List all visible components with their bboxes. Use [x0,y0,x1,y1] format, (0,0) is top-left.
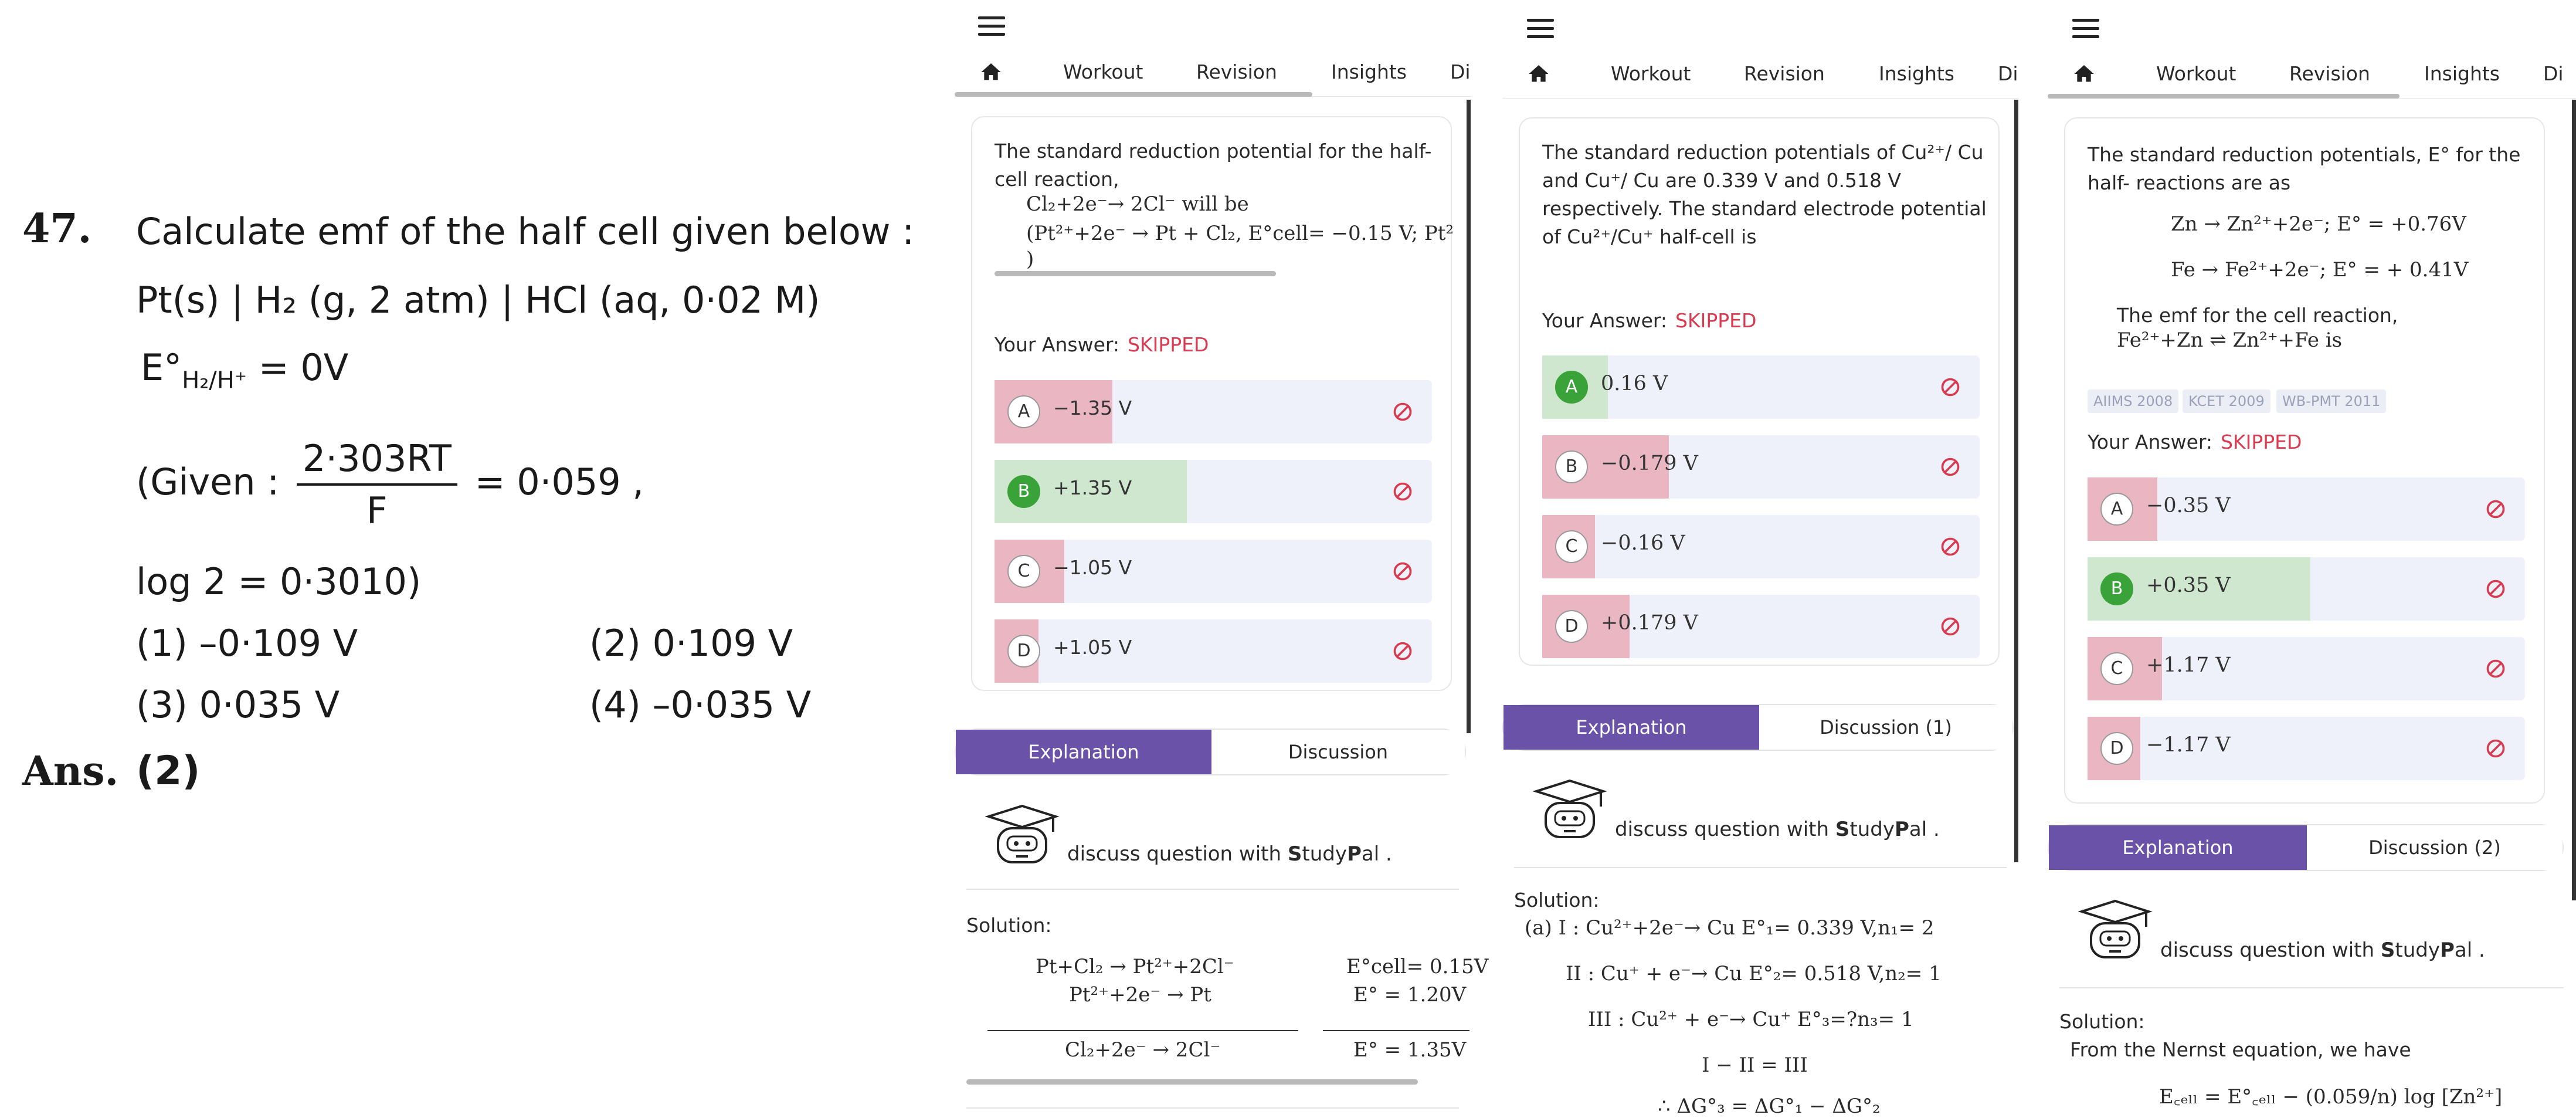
solution-label: Solution: [1514,889,1600,912]
answer-label: Ans. [22,748,119,795]
option-b[interactable] [2088,557,2525,621]
tab-discussion[interactable]: Discussion (2) [2307,825,2563,870]
option-3: (3) 0·035 V [136,683,340,726]
option-letter: D [1007,635,1040,668]
exam-tag: KCET 2009 [2183,389,2270,413]
status-badge: SKIPPED [1675,309,1757,332]
tab-discussion[interactable]: Discussion (1) [1759,705,2012,750]
solution-rule [987,1030,1298,1031]
option-c[interactable] [1542,515,1980,578]
solution-intro: From the Nernst equation, we have [2070,1038,2411,1061]
tab-revision[interactable]: Revision [1744,62,1825,85]
option-value: +0.179 V [1601,611,1698,635]
tab-explanation[interactable]: Explanation [2049,825,2307,870]
solution-label: Solution: [966,914,1052,937]
phone-screen-3 [2048,0,2576,1114]
option-value: −1.05 V [1053,556,1132,579]
not-allowed-icon [1392,641,1413,662]
studypal-prompt[interactable]: discuss question with StudyPal . [1067,842,1392,866]
printed-question-panel [0,0,950,1114]
tab-more[interactable]: Di [1998,62,2018,85]
option-letter: B [1555,450,1588,483]
option-letter: A [1007,395,1040,428]
solution-equation: E꜀ₑₗₗ = E°꜀ₑₗₗ − (0.059/n) log [Zn²⁺] [2159,1085,2503,1109]
not-allowed-icon [2485,738,2506,759]
scrollbar[interactable] [2014,100,2018,862]
status-badge: SKIPPED [1128,333,1209,356]
question-equation-1: Cl₂+2e⁻→ 2Cl⁻ will be [1026,192,1249,216]
divider [966,889,1459,890]
tab-insights[interactable]: Insights [2424,62,2500,85]
option-value: −1.17 V [2146,733,2231,757]
graduate-robot-icon [1532,777,1608,842]
tab-scroll-indicator [2048,94,2399,99]
solution-right-3: E° = 1.35V [1353,1038,1467,1062]
option-value: −0.16 V [1601,531,1685,555]
divider-bottom [966,1107,1459,1109]
explanation-discussion-toggle [2048,824,2564,871]
hamburger-icon[interactable] [1527,19,1554,39]
question-text: The standard reduction potentials, E° for the half- reactions are as [2088,143,2521,194]
solution-label: Solution: [2059,1010,2145,1033]
option-4: (4) –0·035 V [589,683,812,726]
option-letter: B [1007,475,1040,508]
not-allowed-icon [1392,481,1413,502]
graduate-robot-icon [2077,897,2153,962]
solution-line-2: Pt²⁺+2e⁻ → Pt [1069,983,1211,1007]
studypal-prompt[interactable]: discuss question with StudyPal . [1615,818,1940,841]
equation-scrollbar[interactable] [995,271,1276,276]
option-letter: C [2100,652,2133,685]
option-value: 0.16 V [1601,372,1668,395]
option-value: +1.17 V [2146,653,2231,677]
your-answer: Your Answer: SKIPPED [1542,309,1757,332]
option-b[interactable] [1542,435,1980,499]
tab-more[interactable]: Di [2543,62,2564,85]
not-allowed-icon [1392,401,1413,422]
tab-insights[interactable]: Insights [1879,62,1955,85]
option-value: −1.35 V [1053,397,1132,419]
option-c[interactable] [995,540,1432,603]
tab-insights[interactable]: Insights [1331,60,1407,83]
explanation-discussion-toggle [955,729,1466,775]
solution-line-5: ∴ ΔG°₃ = ΔG°₁ − ΔG°₂ [1658,1095,1881,1118]
phone-screen-2 [1502,0,2018,1118]
option-1: (1) –0·109 V [136,622,358,665]
question-equation-3: ) [1026,248,1034,271]
option-letter: D [2100,732,2133,765]
exam-tag: AIIMS 2008 [2088,389,2178,413]
option-c[interactable] [2088,637,2525,700]
question-card [2064,117,2545,804]
not-allowed-icon [1940,377,1961,398]
option-letter: A [2100,493,2133,526]
solution-line-2: II : Cu⁺ + e⁻→ Cu E°₂= 0.518 V,n₂= 1 [1566,962,1942,985]
app-header [955,0,1471,100]
not-allowed-icon [2485,499,2506,520]
option-b[interactable] [995,460,1432,523]
question-equation-1: Zn → Zn²⁺+2e⁻; E° = +0.76V [2171,212,2466,236]
option-letter: A [1555,371,1588,404]
solution-line-1: (a) I : Cu²⁺+2e⁻→ Cu E°₁= 0.339 V,n₁= 2 [1525,916,1934,940]
option-d[interactable] [995,619,1432,683]
tab-bar [955,56,1471,97]
solution-rule-right [1323,1030,1469,1031]
option-d[interactable] [1542,595,1980,658]
solution-line-3: III : Cu²⁺ + e⁻→ Cu⁺ E°₃=?n₃= 1 [1588,1008,1914,1031]
not-allowed-icon [1940,456,1961,477]
tab-bar [2048,57,2576,99]
your-answer: Your Answer: SKIPPED [2088,431,2302,453]
question-equation-2: (Pt²⁺+2e⁻ → Pt + Cl₂, E°cell= −0.15 V; Pt² [1026,222,1454,245]
tab-explanation[interactable]: Explanation [1503,705,1759,750]
tab-discussion[interactable]: Discussion [1211,730,1465,774]
hamburger-icon[interactable] [2072,19,2099,39]
given-line: (Given : $\frac{2\cdot 303RT}{F}$ = 0·059 , [136,437,644,532]
option-value: +0.35 V [2146,574,2231,597]
tab-explanation[interactable]: Explanation [956,730,1211,774]
option-letter: C [1555,530,1588,563]
not-allowed-icon [2485,578,2506,599]
tab-revision[interactable]: Revision [1196,60,1277,83]
option-letter: B [2100,572,2133,605]
solution-line-3: Cl₂+2e⁻ → 2Cl⁻ [1065,1038,1221,1062]
divider [2059,987,2564,988]
status-badge: SKIPPED [2221,431,2302,453]
home-icon[interactable] [1527,62,1550,86]
app-header [1502,0,2018,100]
question-text: The standard reduction potentials of Cu²⁺/ Cu and Cu⁺/ Cu are 0.339 V and 0.518 V respectively. The standard electrode potential of Cu²⁺/Cu⁺ half-cell is [1542,141,1987,248]
your-answer: Your Answer: SKIPPED [995,333,1209,356]
hamburger-icon[interactable] [978,16,1005,36]
scrollbar[interactable] [1467,100,1471,733]
scrollbar[interactable] [2572,100,2576,900]
question-number: 47. [22,205,92,252]
tab-more[interactable]: Di [1450,60,1471,83]
option-letter: D [1555,610,1588,643]
tab-workout[interactable]: Workout [1611,62,1691,85]
option-value: +1.35 V [1053,476,1132,499]
tab-workout[interactable]: Workout [2156,62,2236,85]
answer-value: (2) [136,748,201,794]
not-allowed-icon [1940,616,1961,637]
given-fraction: $\frac{2\cdot 303RT}{F}$ [297,437,457,532]
solution-scrollbar[interactable] [966,1079,1418,1085]
app-header [2048,0,2576,100]
option-a[interactable] [995,380,1432,443]
phone-screen-1 [955,0,1489,1114]
home-icon[interactable] [2072,62,2096,86]
solution-line-1: Pt+Cl₂ → Pt²⁺+2Cl⁻ [1036,955,1234,978]
question-prompt: Calculate emf of the half cell given below : [136,210,915,253]
graduate-robot-icon [984,802,1060,867]
question-card [971,116,1452,691]
question-equation-3: Fe²⁺+Zn ⇌ Zn²⁺+Fe is [2117,328,2343,352]
option-letter: C [1007,555,1040,588]
option-2: (2) 0·109 V [589,622,793,665]
question-cell: Pt(s) | H₂ (g, 2 atm) | HCl (aq, 0·02 M) [136,279,820,321]
question-card [1519,117,2000,666]
solution-right-2: E° = 1.20V [1353,983,1467,1007]
explanation-discussion-toggle [1502,704,2014,751]
solution-right-1: E°cell= 0.15V [1346,955,1489,978]
home-icon[interactable] [979,60,1003,84]
divider [1514,867,2007,868]
not-allowed-icon [1940,536,1961,557]
tab-workout[interactable]: Workout [1063,60,1143,83]
solution-line-4: I − II = III [1702,1053,1808,1077]
tab-bar [1502,57,2018,99]
exam-tag: WB-PMT 2011 [2276,389,2386,413]
studypal-prompt[interactable]: discuss question with StudyPal . [2160,939,2485,962]
option-a[interactable] [2088,477,2525,541]
standard-potential: $E^\circ_{H_2/H^+} = 0V$ [141,346,349,394]
question-equation-2: Fe → Fe²⁺+2e⁻; E° = + 0.41V [2171,258,2469,282]
not-allowed-icon [2485,658,2506,679]
log-line: log 2 = 0·3010) [136,560,422,603]
tab-scroll-indicator [955,92,1312,97]
option-value: −0.35 V [2146,494,2231,517]
option-d[interactable] [2088,717,2525,780]
option-value: +1.05 V [1053,636,1132,659]
option-value: −0.179 V [1601,452,1698,475]
question-text-2: The emf for the cell reaction, [2117,304,2398,327]
tab-revision[interactable]: Revision [2289,62,2370,85]
question-text: The standard reduction potential for the half- cell reaction, [995,140,1432,191]
option-a[interactable] [1542,355,1980,419]
not-allowed-icon [1392,561,1413,582]
